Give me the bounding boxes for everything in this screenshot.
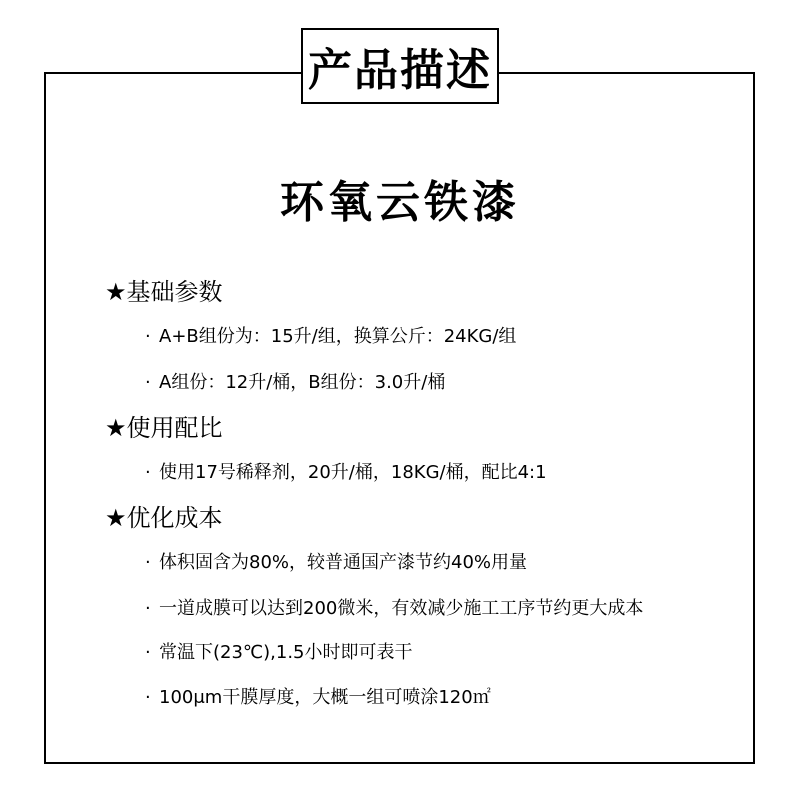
list-item-text: 一道成膜可以达到200微米，有效减少施工工序节约更大成本 [159, 598, 644, 619]
bullet-dot: · [145, 642, 151, 663]
section-header-label: 产品描述 [308, 45, 492, 96]
list-item [145, 683, 491, 709]
bullet-dot: · [145, 462, 151, 483]
bullet-dot: · [145, 372, 151, 393]
section-heading-cost-optimization: ★优化成本 [105, 504, 223, 532]
list-item-text: A+B组份为：15升/组，换算公斤：24KG/组 [159, 326, 517, 347]
section-heading-basic-params: ★基础参数 [105, 278, 223, 306]
list-item [145, 548, 527, 574]
section-heading-mix-ratio: ★使用配比 [105, 414, 223, 442]
list-item-text: 使用17号稀释剂，20升/桶，18KG/桶，配比4:1 [159, 462, 547, 483]
product-title: 环氧云铁漆 [280, 177, 520, 228]
list-item [145, 458, 547, 484]
bullet-dot: · [145, 552, 151, 573]
list-item [145, 322, 516, 348]
bullet-dot: · [145, 687, 151, 708]
list-item-text: A组份：12升/桶，B组份：3.0升/桶 [159, 372, 446, 393]
list-item-text: 常温下(23℃),1.5小时即可表干 [159, 642, 413, 663]
bullet-dot: · [145, 326, 151, 347]
list-item-text: 100μm干膜厚度，大概一组可喷涂120㎡ [159, 687, 491, 708]
list-item-text: 体积固含为80%，较普通国产漆节约40%用量 [159, 552, 528, 573]
list-item [145, 594, 643, 620]
list-item [145, 368, 445, 394]
section-header [301, 28, 499, 104]
bullet-dot: · [145, 598, 151, 619]
list-item [145, 638, 413, 664]
